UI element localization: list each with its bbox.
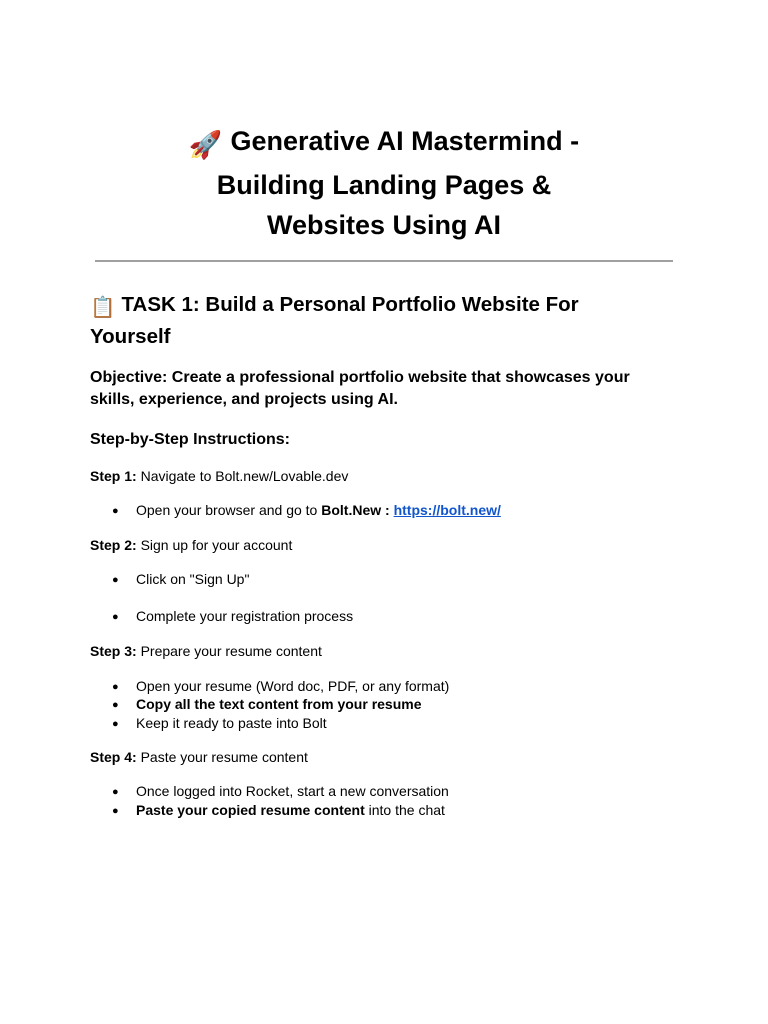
task-title: [90, 290, 650, 351]
page-title: [90, 121, 678, 245]
list-item-text: Complete your registration process: [136, 608, 354, 624]
list-item-text: Once logged into Rocket, start a new conversation: [136, 783, 449, 799]
list-item: [112, 782, 449, 801]
title-line-3: Websites Using AI: [266, 210, 502, 240]
step-label: Step 4:: [90, 749, 137, 765]
bullet-icon: ●: [112, 718, 119, 730]
bullet-icon: ●: [112, 681, 119, 693]
list-item-text: into the chat: [364, 802, 445, 818]
list-item-text: Keep it ready to paste into Bolt: [136, 715, 327, 731]
title-line-1: [90, 121, 678, 165]
list-item: [112, 695, 422, 714]
bullet-icon: ●: [112, 505, 119, 517]
step-1: [90, 467, 348, 485]
list-item-text: Click on "Sign Up": [136, 571, 250, 587]
list-item: [112, 801, 445, 820]
list-item: [112, 677, 449, 696]
clipboard-icon: 📋: [90, 296, 116, 319]
step-text: Sign up for your account: [136, 537, 293, 553]
horizontal-divider: [95, 260, 673, 262]
step-2: [90, 536, 292, 554]
list-item: [112, 607, 353, 626]
list-item: [112, 501, 501, 520]
step-3: [90, 642, 322, 660]
list-item-text: Open your browser and go to: [136, 502, 322, 518]
list-item-text: Open your resume (Word doc, PDF, or any format): [136, 678, 450, 694]
step-text: Paste your resume content: [136, 749, 308, 765]
title-line-2: Building Landing Pages &: [216, 170, 552, 200]
bolt-link[interactable]: https://bolt.new/: [393, 502, 501, 518]
title-text-1: Generative AI Mastermind -: [230, 126, 580, 156]
list-item-bold: Bolt.New :: [321, 502, 394, 518]
step-label: Step 1:: [90, 468, 137, 484]
step-4: [90, 748, 308, 766]
bullet-icon: ●: [112, 574, 119, 586]
list-item-bold: Copy all the text content from your resume: [136, 696, 422, 712]
step-text: Navigate to Bolt.new/Lovable.dev: [136, 468, 349, 484]
list-item: [112, 570, 249, 589]
step-label: Step 3:: [90, 643, 137, 659]
bullet-icon: ●: [112, 786, 119, 798]
list-item: [112, 714, 327, 733]
steps-heading: Step-by-Step Instructions:: [90, 431, 291, 448]
step-text: Prepare your resume content: [136, 643, 322, 659]
objective-text: Objective: Create a professional portfolio website that showcases your skills, experience, and projects using AI.: [90, 369, 630, 408]
bullet-icon: ●: [112, 699, 119, 711]
rocket-icon: 🚀: [188, 130, 223, 160]
bullet-icon: ●: [112, 805, 119, 817]
list-item-bold: Paste your copied resume content: [136, 802, 365, 818]
task-title-text: TASK 1: Build a Personal Portfolio Website For Yourself: [90, 293, 579, 348]
bullet-icon: ●: [112, 611, 119, 623]
step-label: Step 2:: [90, 537, 137, 553]
